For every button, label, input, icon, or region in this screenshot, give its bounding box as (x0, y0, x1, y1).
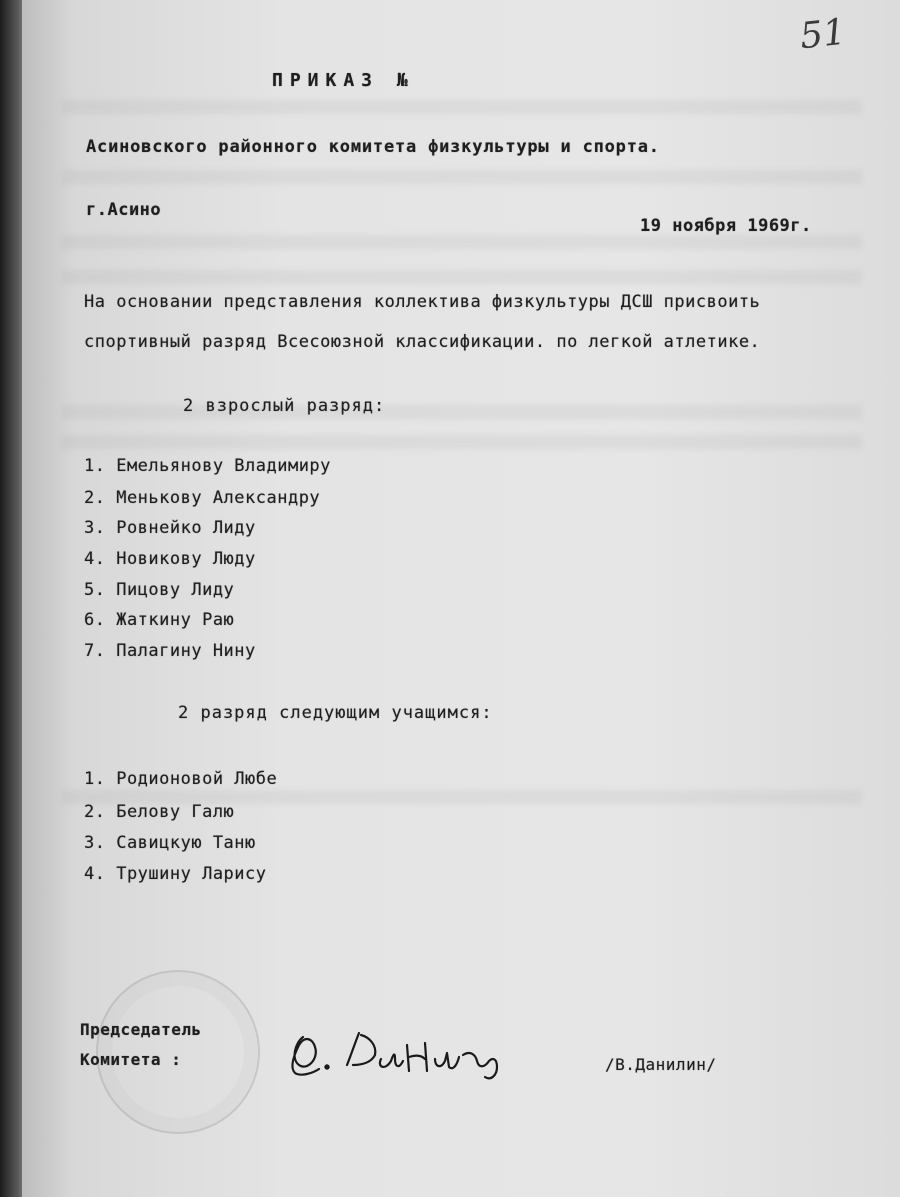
signatory-name: /В.Данилин/ (605, 1055, 717, 1074)
list-item: 1. Емельянову Владимиру (84, 456, 331, 476)
list-item: 2. Белову Галю (84, 802, 235, 822)
body-text-line: спортивный разряд Всесоюзной классификации. по легкой атлетике. (84, 332, 761, 352)
bleed-through-line (62, 270, 862, 284)
document-title: ПРИКАЗ № (272, 70, 415, 91)
list-item: 5. Пицову Лиду (84, 580, 235, 600)
organization-name: Асиновского районного комитета физкультуры и спорта. (86, 137, 660, 157)
bleed-through-line (62, 170, 862, 184)
bleed-through-line (62, 235, 862, 249)
bleed-through-line (62, 435, 862, 449)
section-heading: 2 взрослый разряд: (183, 396, 386, 416)
body-text-line: На основании представления коллектива физкультуры ДСШ присвоить (84, 292, 761, 312)
list-item: 4. Новикову Люду (84, 549, 256, 569)
list-item: 3. Ровнейко Лиду (84, 518, 256, 538)
list-item: 6. Жаткину Раю (84, 610, 235, 630)
signatory-title: Председатель (80, 1020, 202, 1039)
list-item: 7. Палагину Нину (84, 641, 256, 661)
bleed-through-line (62, 100, 862, 114)
page-number: 51 (797, 11, 848, 58)
list-item: 2. Менькову Александру (84, 488, 321, 508)
list-item: 1. Родионовой Любе (84, 769, 278, 789)
section-heading: 2 разряд следующим учащимся: (178, 703, 493, 723)
document-date: 19 ноября 1969г. (640, 216, 812, 236)
signatory-title: Комитета : (80, 1050, 182, 1069)
list-item: 3. Савицкую Таню (84, 833, 256, 853)
list-item: 4. Трушину Ларису (84, 864, 267, 884)
handwritten-signature (285, 1015, 515, 1085)
city: г.Асино (86, 200, 162, 220)
bleed-through-line (62, 405, 862, 419)
